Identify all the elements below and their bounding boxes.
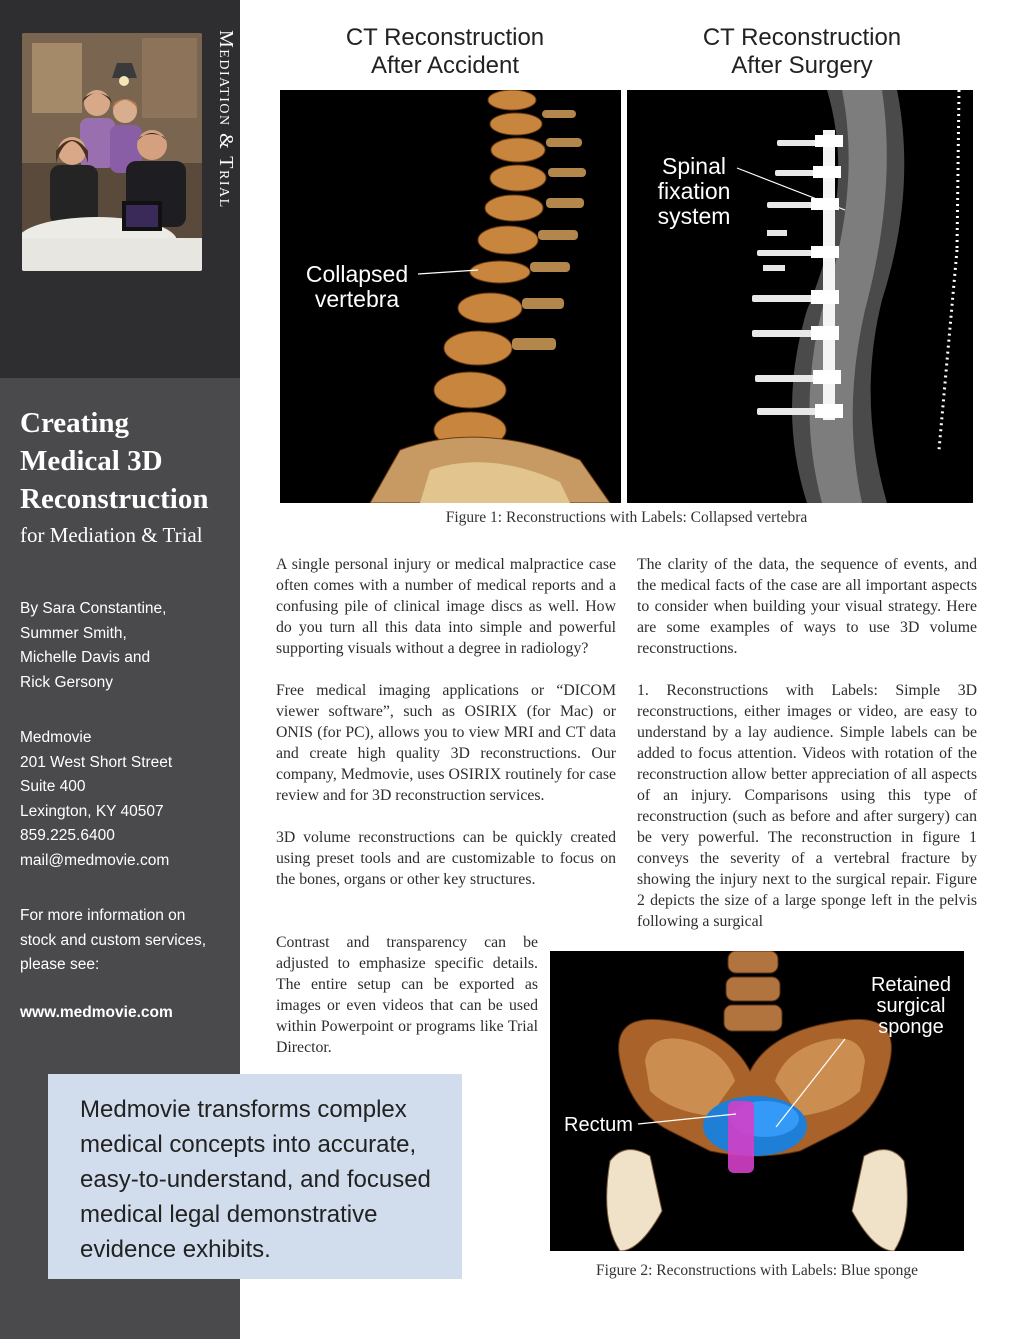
- spinal-fixation-label: [649, 154, 739, 229]
- title-line: Creating: [20, 407, 130, 439]
- label-line: sponge: [878, 1016, 944, 1038]
- address-line: Suite 400: [20, 778, 86, 795]
- label-line: Retained: [870, 974, 952, 996]
- ct-spine-after-surgery-image: [627, 90, 973, 503]
- figure1-caption: Figure 1: Reconstructions with Labels: Collapsed vertebra: [445, 509, 808, 526]
- pelvis-sponge-image: [550, 951, 964, 1251]
- paragraph-continued: Contrast and transparency can be adjusted to emphasize specific details. The entire setup can be exported as images or even videos that can be used within Powerpoint or programs like Trial Director.: [276, 934, 538, 1056]
- paragraph: A single personal injury or medical malpractice case often comes with a number of medical reports and a confusing pile of clinical image discs as well. How do you turn all this data into simple and powerful supporting visuals without a degree in radiology?: [276, 556, 616, 657]
- retained-sponge-label: [864, 975, 958, 1038]
- label-line: Spinal: [662, 153, 726, 179]
- label-line: system: [657, 203, 731, 229]
- label-line: Collapsed: [305, 261, 409, 287]
- address-line: Lexington, KY 40507: [20, 802, 164, 820]
- label-line: vertebra: [314, 286, 400, 312]
- paragraph: 1. Reconstructions with Labels: Simple 3D reconstructions, either images or video, are easy to understand by a lay audience. Simple labels can be added to focus attention. Videos with rotation of the reconstruction allow better appreciation of all aspects of an injury. Comparisons using this type of reconstruction (such as before and after surgery) can be very powerful. The reconstruction in figure 1 conveys the severity of a vertebral fracture by showing the injury next to the surgical repair. Figure 2 depicts the size of a large sponge left in the pelvis following a surgical: [637, 682, 977, 930]
- company-address: [20, 726, 172, 873]
- article-column-right: [637, 554, 977, 932]
- title-line: Medical 3D: [20, 445, 163, 477]
- label-line: fixation: [657, 178, 731, 204]
- article-title: [20, 404, 235, 518]
- rectum-label: Rectum: [564, 1114, 633, 1136]
- author-line: Michelle Davis and: [20, 649, 151, 666]
- paragraph: The clarity of the data, the sequence of events, and the medical facts of the case are all important aspects to consider when building your visual strategy. Here are some examples of ways to use 3D volume reconstructions.: [637, 556, 977, 657]
- info-line: For more information on: [20, 907, 186, 924]
- heading-line: CT Reconstruction: [345, 24, 545, 51]
- info-line: stock and custom services,: [20, 931, 207, 949]
- paragraph: 3D volume reconstructions can be quickly created using preset tools and are customizable to focus on the bones, organs or other key structures.: [276, 829, 616, 888]
- section-tag: Mediation & Trial: [215, 30, 237, 209]
- article-column-left-continued: [276, 932, 538, 1058]
- figure2-caption: Figure 2: Reconstructions with Labels: Blue sponge: [595, 1262, 918, 1279]
- title-line: Reconstruction: [20, 483, 209, 515]
- website-link[interactable]: www.medmovie.com: [20, 1004, 173, 1021]
- article-subtitle: for Mediation & Trial: [20, 523, 203, 547]
- author-line: By Sara Constantine,: [20, 600, 167, 617]
- figure1-left-heading: [280, 24, 610, 80]
- address-line: 201 West Short Street: [20, 753, 173, 771]
- heading-line: CT Reconstruction: [702, 24, 902, 51]
- callout-text: Medmovie transforms complex medical concepts into accurate, easy-to-understand, and focused medical legal demonstrative evidence exhibits.: [80, 1096, 431, 1263]
- author-list: [20, 597, 166, 695]
- paragraph: Free medical imaging applications or “DICOM viewer software”, such as OSIRIX (for Mac) or ONIS (for PC), allows you to view MRI and CT data and create high quality 3D reconstructions. Our company, Medmovie, uses OSIRIX routinely for case review and for 3D reconstruction services.: [276, 682, 616, 804]
- heading-line: After Accident: [370, 52, 520, 79]
- info-line: please see:: [20, 956, 100, 973]
- label-line: surgical: [876, 995, 946, 1017]
- team-photo: [22, 33, 202, 271]
- company-name: Medmovie: [20, 729, 92, 746]
- collapsed-vertebra-label: [302, 262, 412, 312]
- author-line: Rick Gersony: [20, 673, 114, 691]
- phone-number: 859.225.6400: [20, 827, 115, 844]
- article-column-left: [276, 554, 616, 890]
- figure1-right-heading: [628, 24, 976, 80]
- heading-line: After Surgery: [731, 52, 873, 79]
- ct-spine-after-accident-image: [280, 90, 621, 503]
- email-address: mail@medmovie.com: [20, 851, 170, 869]
- callout-box: [48, 1074, 462, 1279]
- author-line: Summer Smith,: [20, 624, 127, 642]
- more-info-text: [20, 904, 206, 978]
